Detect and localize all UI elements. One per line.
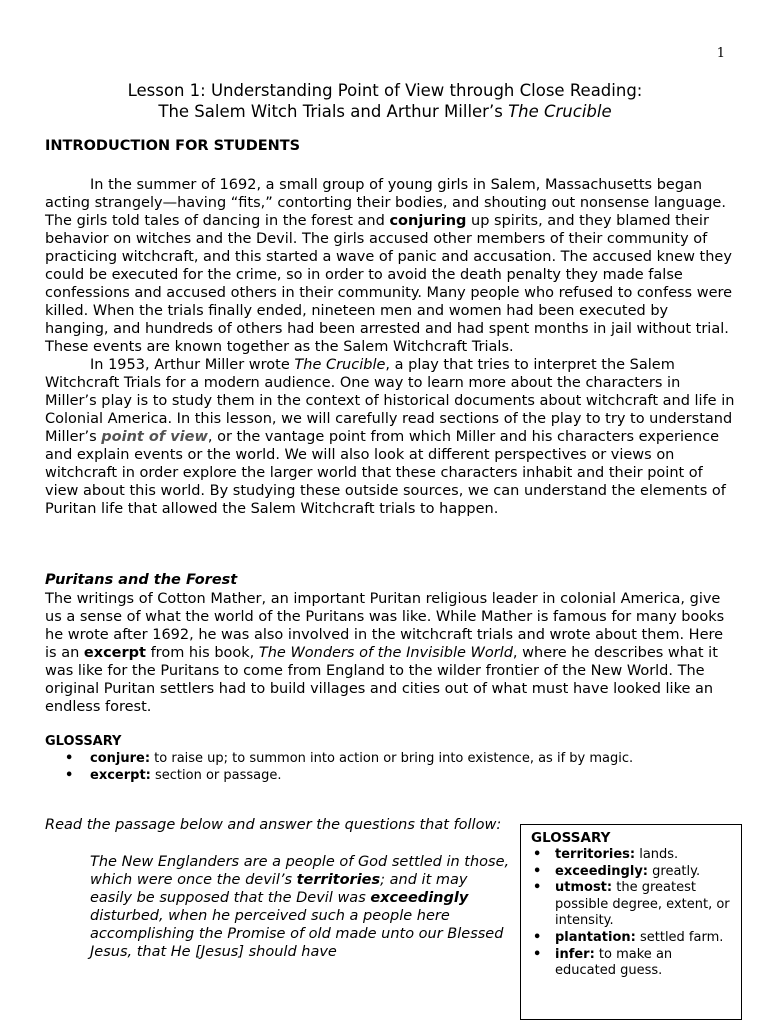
section-heading: Puritans and the Forest <box>45 572 238 588</box>
intro-p2-text-a: In 1953, Arthur Miller wrote <box>90 357 295 373</box>
term-exceedingly: exceedingly <box>370 890 469 906</box>
sidebox-list <box>531 847 733 980</box>
section-paragraph-text <box>45 590 735 716</box>
sidebox-item <box>531 847 733 864</box>
glossary-term: exceedingly: <box>555 863 648 879</box>
book-title: The Wonders of the Invisible World <box>258 645 513 661</box>
glossary-term: excerpt: <box>90 768 151 783</box>
term-territories: territories <box>296 872 381 888</box>
title-line-2-text: The Salem Witch Trials and Arthur Miller’s <box>158 102 509 121</box>
title-crucible: The Crucible <box>508 102 612 121</box>
passage-text-c: disturbed, when he perceived such a people here accomplishing the Promise of old made unto our Blessed Jesus, that He [Jesus] should have <box>90 908 504 960</box>
title-line-1: Lesson 1: Understanding Point of View through Close Reading: <box>127 81 643 100</box>
intro-p2-text-c: , or the vantage point from which Miller and his characters experience and explain events or the world. We will also look at different perspectives or views on witchcraft in order explore the larger world that these characters inhabit and their point of view about this world. By studying these outside sources, we can understand the elements of Puritan life that allowed the Salem Witchcraft trials to happen. <box>45 429 726 517</box>
intro-paragraph-2 <box>45 356 735 518</box>
sidebox-item <box>531 864 733 881</box>
glossary-item <box>45 750 735 767</box>
intro-section <box>45 176 735 518</box>
glossary-term: territories: <box>555 847 636 862</box>
sidebox-item <box>531 880 733 930</box>
glossary-definition: greatly. <box>648 863 701 879</box>
glossary-definition: lands. <box>635 847 679 862</box>
intro-p2-text-b: , a play that tries to interpret the Salem Witchcraft Trials for a modern audience. One way to learn more about the characters in Miller’s play is to study them in the context of historical documents about witchcraft and life in Colonial America. In this lesson, we will carefully read sections of the play to try to understand Miller’s <box>45 357 735 445</box>
glossary-heading: GLOSSARY <box>45 734 122 749</box>
section-paragraph <box>45 590 735 716</box>
section-text-b: from his book, <box>145 645 259 661</box>
passage-text-a: The New Englanders are a people of God settled in those, which were once the devil’s <box>90 854 510 888</box>
intro-p1-text-a: In the summer of 1692, a small group of young girls in Salem, Massachusetts began acting strangely—having “fits,” contorting their bodies, and shouting out nonsense language. The girls told tales of dancing in the forest and <box>45 177 726 229</box>
intro-p2-crucible: The Crucible <box>294 357 386 373</box>
glossary-list <box>45 750 735 784</box>
section-text-a: The writings of Cotton Mather, an important Puritan religious leader in colonial America, give us a sense of what the world of the Puritans was like. While Mather is famous for many books he wrote after 1692, he was also involved in the witchcraft trials and wrote about them. Here is an <box>45 591 725 661</box>
read-instruction: Read the passage below and answer the questions that follow: <box>45 817 502 833</box>
glossary-definition: section or passage. <box>150 768 282 783</box>
term-point-of-view: point of view <box>101 429 208 445</box>
sidebox-item <box>531 930 733 947</box>
term-excerpt: excerpt <box>83 645 146 661</box>
glossary-term: infer: <box>555 946 595 962</box>
page-number: 1 <box>716 46 725 61</box>
glossary-term: conjure: <box>90 751 151 766</box>
intro-heading: INTRODUCTION FOR STUDENTS <box>45 138 301 154</box>
sidebox-heading: GLOSSARY <box>531 830 611 846</box>
glossary-sidebox <box>520 824 742 1020</box>
glossary-item <box>45 767 735 784</box>
glossary-definition: to make an educated guess. <box>555 946 673 979</box>
section-text-c: , where he describes what it was like for the Puritans to come from England to the wilder frontier of the New World. The original Puritan settlers had to build villages and cities out of what must have looked like an endless forest. <box>45 645 718 715</box>
glossary-definition: to raise up; to summon into action or bring into existence, as if by magic. <box>150 751 634 766</box>
glossary-definition: settled farm. <box>635 929 724 945</box>
glossary-term: utmost: <box>555 880 613 896</box>
lesson-title <box>0 80 770 122</box>
term-conjuring: conjuring <box>389 213 467 229</box>
glossary-definition: the greatest possible degree, extent, or intensity. <box>555 880 730 929</box>
intro-p1-text-b: up spirits, and they blamed their behavior on witches and the Devil. The girls accused other members of their community of practicing witchcraft, and this started a wave of panic and accusation. The accused knew they could be executed for the crime, so in order to avoid the death penalty they made false confessions and accused others in their community. Many people who refused to confess were killed. When the trials finally ended, nineteen men and women had been executed by hanging, and hundreds of others had been arrested and had spent months in jail without trial. These events are known together as the Salem Witchcraft Trials. <box>45 213 733 355</box>
passage-text-b: ; and it may easily be supposed that the Devil was <box>90 872 468 906</box>
title-line-2 <box>0 101 770 122</box>
mather-passage <box>90 853 510 961</box>
intro-paragraph-1 <box>45 176 735 356</box>
sidebox-item <box>531 947 733 980</box>
glossary-term: plantation: <box>555 929 636 945</box>
